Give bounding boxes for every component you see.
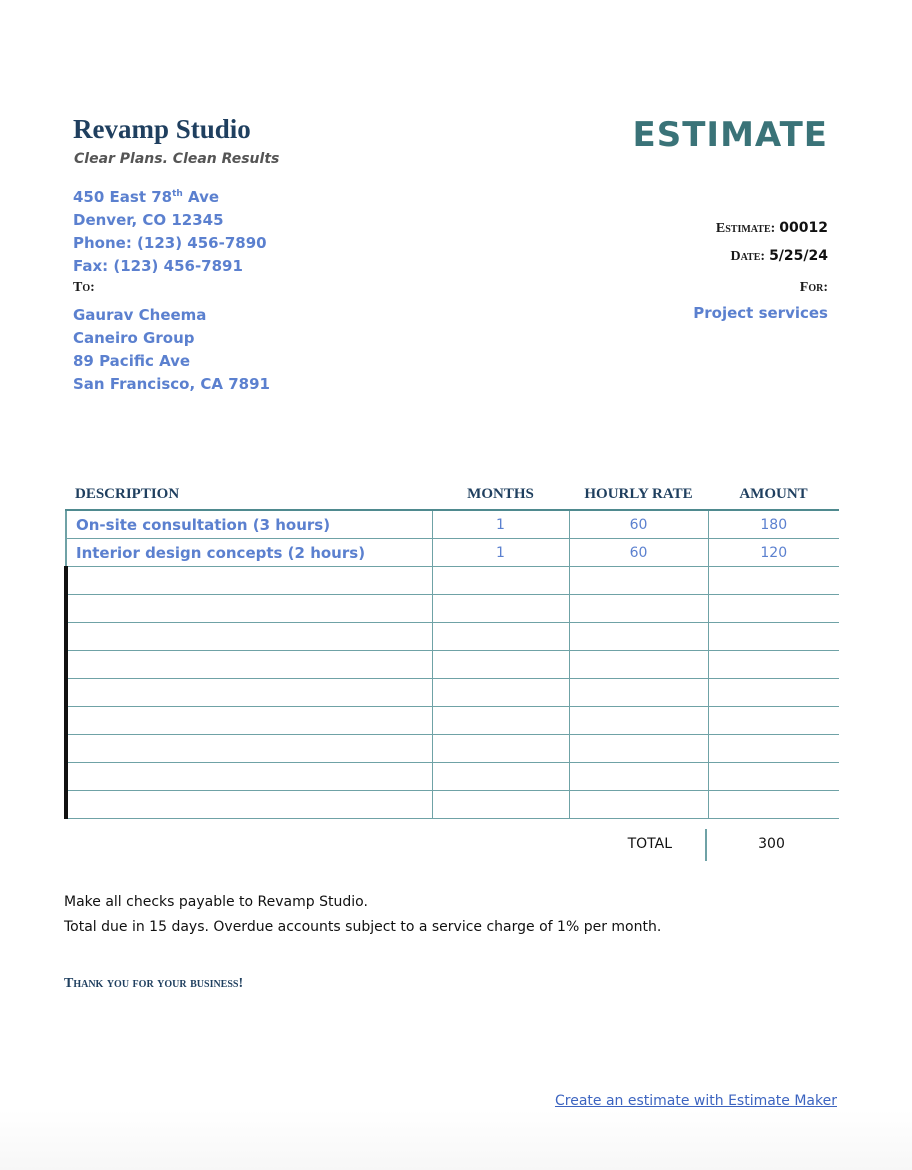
estimate-date-row — [730, 247, 828, 265]
table-row — [66, 595, 839, 623]
row-amount — [708, 651, 839, 679]
total-value: 300 — [758, 836, 785, 852]
row-amount — [708, 567, 839, 595]
header-months: MONTHS — [432, 480, 569, 510]
payment-notes — [64, 890, 661, 940]
row-rate — [569, 679, 708, 707]
recipient-city: San Francisco, CA 7891 — [73, 375, 270, 393]
row-description — [66, 567, 432, 595]
company-phone: Phone: (123) 456-7890 — [73, 234, 267, 252]
estimate-number-value: 00012 — [779, 220, 828, 236]
row-amount — [708, 735, 839, 763]
table-row — [66, 679, 839, 707]
row-months — [432, 595, 569, 623]
recipient-company: Caneiro Group — [73, 329, 195, 347]
header-hourly-rate: HOURLY RATE — [569, 480, 708, 510]
payment-note-checks: Make all checks payable to Revamp Studio. — [64, 894, 368, 910]
line-items-table — [64, 480, 837, 819]
row-months — [432, 679, 569, 707]
total-row — [564, 829, 837, 861]
row-description — [66, 595, 432, 623]
total-label-cell — [564, 836, 705, 852]
row-description — [66, 763, 432, 791]
row-description — [66, 791, 432, 819]
row-amount — [708, 595, 839, 623]
row-amount: 120 — [708, 539, 839, 567]
row-rate — [569, 567, 708, 595]
row-months — [432, 791, 569, 819]
document-title: ESTIMATE — [632, 115, 828, 155]
row-description — [66, 651, 432, 679]
row-rate: 60 — [569, 539, 708, 567]
row-description — [66, 707, 432, 735]
row-rate — [569, 763, 708, 791]
row-rate — [569, 791, 708, 819]
company-address — [73, 186, 267, 278]
table-row — [66, 651, 839, 679]
company-name: Revamp Studio — [73, 114, 251, 144]
table-row — [66, 707, 839, 735]
row-rate — [569, 651, 708, 679]
company-tagline: Clear Plans. Clean Results — [74, 151, 280, 167]
row-rate — [569, 707, 708, 735]
header-amount: AMOUNT — [708, 480, 839, 510]
company-fax: Fax: (123) 456-7891 — [73, 257, 243, 275]
for-label: For: — [799, 280, 828, 295]
row-rate — [569, 623, 708, 651]
table-row — [66, 539, 839, 567]
row-rate: 60 — [569, 510, 708, 539]
row-months — [432, 623, 569, 651]
row-description — [66, 623, 432, 651]
row-amount: 180 — [708, 510, 839, 539]
recipient-name: Gaurav Cheema — [73, 306, 207, 324]
table-row — [66, 510, 839, 539]
estimate-number-label: Estimate: — [715, 221, 776, 236]
row-months: 1 — [432, 510, 569, 539]
table-header-row — [66, 480, 839, 510]
row-rate — [569, 595, 708, 623]
address-city: Denver, CO 12345 — [73, 211, 224, 229]
row-amount — [708, 679, 839, 707]
for-value: Project services — [693, 304, 828, 322]
recipient-street: 89 Pacific Ave — [73, 352, 191, 370]
table-row — [66, 763, 839, 791]
to-label: To: — [73, 280, 95, 295]
row-months: 1 — [432, 539, 569, 567]
row-months — [432, 651, 569, 679]
row-description: On-site consultation (3 hours) — [66, 510, 432, 539]
row-months — [432, 735, 569, 763]
table-row — [66, 791, 839, 819]
row-months — [432, 707, 569, 735]
table-row — [66, 567, 839, 595]
row-description — [66, 735, 432, 763]
estimate-date-value: 5/25/24 — [769, 248, 828, 264]
estimate-maker-link[interactable]: Create an estimate with Estimate Maker — [554, 1093, 837, 1109]
total-label: TOTAL — [627, 836, 672, 852]
row-rate — [569, 735, 708, 763]
row-months — [432, 567, 569, 595]
row-amount — [708, 707, 839, 735]
recipient-block — [73, 304, 270, 396]
address-street-number: 450 East 78 — [73, 188, 173, 206]
header-description: DESCRIPTION — [66, 480, 432, 510]
table-row — [66, 623, 839, 651]
address-street-sup: th — [172, 189, 183, 199]
address-street — [73, 186, 267, 209]
address-street-suffix: Ave — [182, 188, 220, 206]
estimate-date-label: Date: — [730, 249, 766, 264]
row-description: Interior design concepts (2 hours) — [66, 539, 432, 567]
row-amount — [708, 763, 839, 791]
page-bottom-fade — [0, 1110, 912, 1170]
row-months — [432, 763, 569, 791]
row-amount — [708, 791, 839, 819]
payment-note-terms: Total due in 15 days. Overdue accounts subject to a service charge of 1% per month. — [64, 919, 662, 935]
row-amount — [708, 623, 839, 651]
estimate-number-row — [716, 219, 828, 237]
row-description — [66, 679, 432, 707]
thank-you-note: Thank you for your business! — [64, 976, 244, 991]
table-row — [66, 735, 839, 763]
